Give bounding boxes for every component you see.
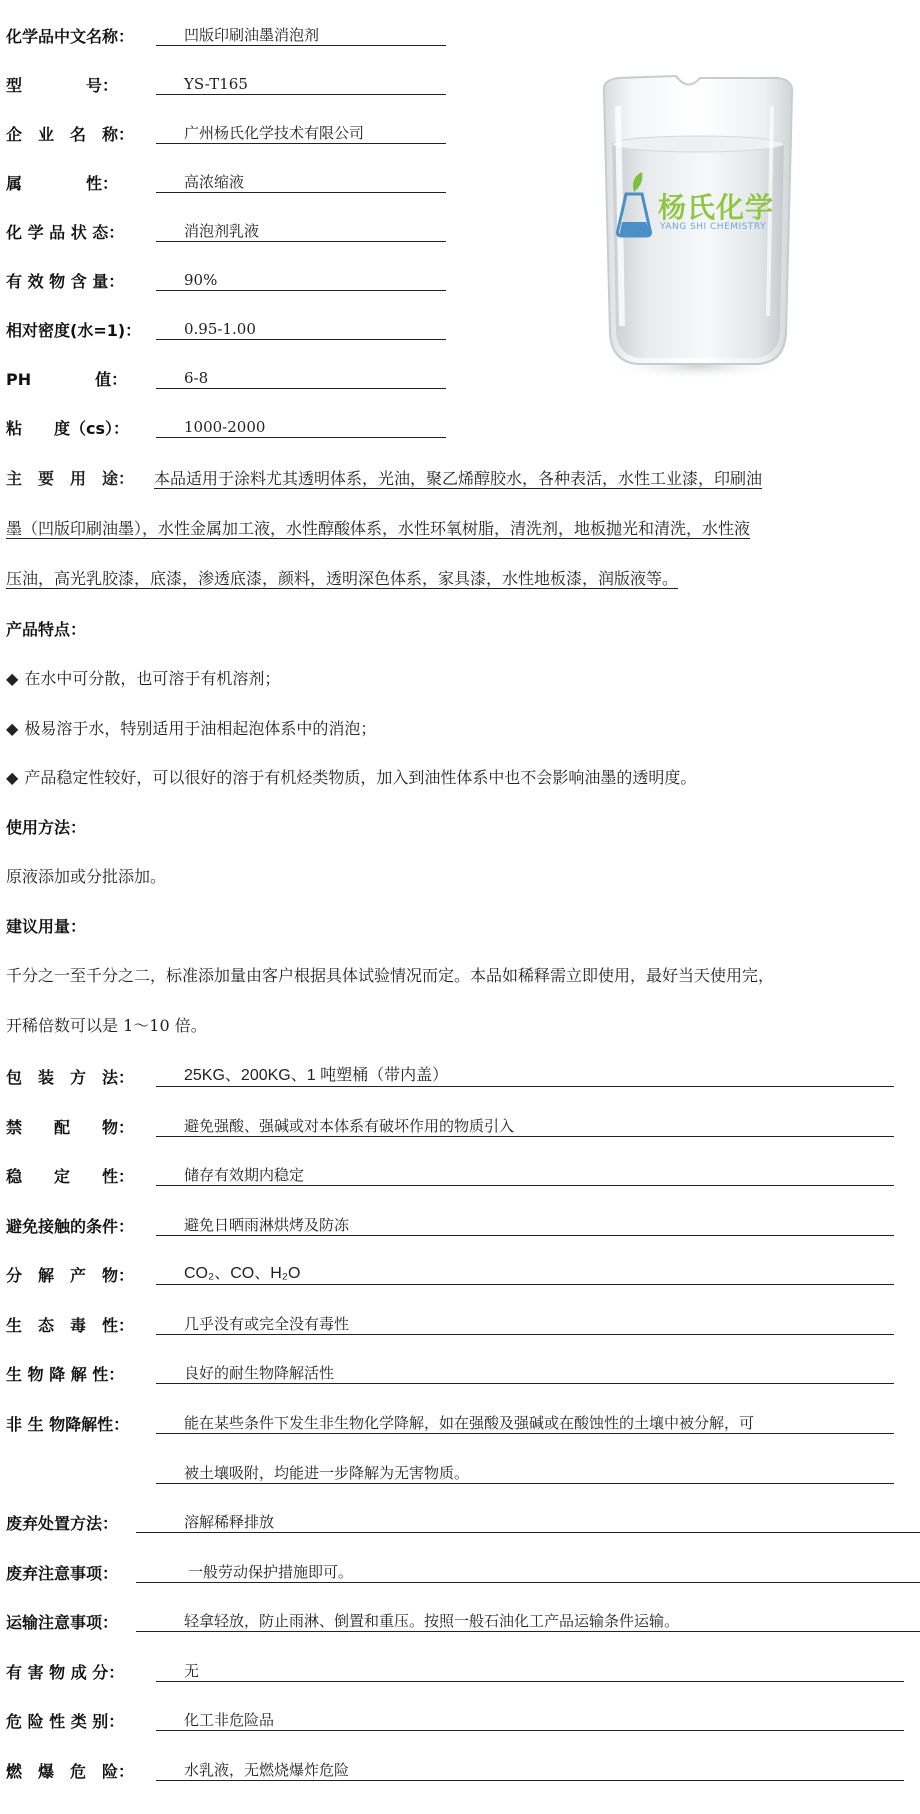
spec-value: 广州杨氏化学技术有限公司 — [156, 123, 446, 144]
spec-value: 一般劳动保护措施即可。 — [136, 1562, 920, 1583]
spec-label: 稳 定 性： — [6, 1166, 135, 1186]
usage-line-3: 压油，高光乳胶漆，底漆，渗透底漆，颜料，透明深色体系，家具漆，水性地板漆，润版液等。 — [6, 569, 679, 588]
spec-value: 水乳液，无燃烧爆炸危险 — [156, 1760, 904, 1781]
spec-row-company — [6, 118, 446, 148]
method-heading: 使用方法： — [6, 818, 87, 837]
spec-label: 废弃注意事项： — [6, 1563, 119, 1583]
spec-value: 避免强酸、强碱或对本体系有破坏作用的物质引入 — [156, 1116, 894, 1137]
spec-row-avoid — [6, 1210, 894, 1240]
spec-row-state — [6, 216, 446, 246]
spec-row-abiotic-cont — [6, 1458, 894, 1488]
usage-paragraph — [6, 454, 906, 604]
spec-value: 高浓缩液 — [156, 172, 446, 193]
spec-value: 90% — [156, 270, 446, 291]
dosage-line-1: 千分之一至千分之二，标准添加量由客户根据具体试验情况而定。本品如稀释需立即使用，最好当天使用完， — [6, 966, 775, 985]
spec-label: 分 解 产 物： — [6, 1265, 135, 1285]
spec-value: 25KG、200KG、1 吨塑桶（带内盖） — [156, 1066, 894, 1087]
spec-label: 危 险 性 类 别： — [6, 1711, 125, 1731]
spec-value: 溶解稀释排放 — [136, 1512, 920, 1533]
spec-label: 生 态 毒 性： — [6, 1315, 135, 1335]
spec-value: YS-T165 — [156, 74, 446, 95]
product-beaker-image — [588, 66, 808, 396]
spec-row-decomposition — [6, 1259, 894, 1289]
usage-line-1: 本品适用于涂料尤其透明体系，光油，聚乙烯醇胶水，各种表活，水性工业漆，印刷油 — [154, 469, 763, 488]
spec-row-content — [6, 265, 446, 295]
spec-label: PH 值： — [6, 369, 128, 389]
spec-label: 避免接触的条件： — [6, 1216, 135, 1236]
spec-label: 生 物 降 解 性： — [6, 1364, 125, 1384]
spec-label: 相对密度(水=1)： — [6, 320, 142, 340]
spec-row-model — [6, 69, 446, 99]
spec-value: 1000-2000 — [156, 417, 446, 438]
spec-row-transport — [6, 1606, 920, 1636]
dosage-heading: 建议用量： — [6, 917, 87, 936]
spec-value: 良好的耐生物降解活性 — [156, 1363, 894, 1384]
spec-label: 属 性： — [6, 173, 119, 193]
spec-value: 被土壤吸附，均能进一步降解为无害物质。 — [156, 1463, 894, 1484]
features-heading: 产品特点： — [6, 620, 87, 639]
spec-row-stability — [6, 1160, 894, 1190]
spec-label: 包 装 方 法： — [6, 1067, 135, 1087]
spec-label: 有 害 物 成 分： — [6, 1662, 125, 1682]
spec-value: 无 — [156, 1661, 904, 1682]
spec-label: 废弃处置方法： — [6, 1513, 119, 1533]
spec-value: CO₂、CO、H₂O — [156, 1264, 894, 1285]
spec-row-packaging — [6, 1061, 894, 1091]
brand-name-en: YANG SHI CHEMISTRY — [660, 222, 767, 232]
spec-row-incompatible — [6, 1111, 894, 1141]
feature-item: ◆ 在水中可分散，也可溶于有机溶剂； — [6, 669, 281, 688]
method-text: 原液添加或分批添加。 — [6, 867, 167, 886]
spec-label: 型 号： — [6, 75, 119, 95]
spec-value: 6-8 — [156, 368, 446, 389]
diamond-bullet-icon: ◆ — [6, 669, 19, 688]
spec-label: 运输注意事项： — [6, 1612, 119, 1632]
spec-value: 避免日晒雨淋烘烤及防冻 — [156, 1215, 894, 1236]
spec-row-ecotoxicity — [6, 1309, 894, 1339]
spec-value: 化工非危险品 — [156, 1710, 904, 1731]
feature-item: ◆ 极易溶于水，特别适用于油相起泡体系中的消泡； — [6, 719, 377, 738]
spec-label: 粘 度（cs）： — [6, 418, 130, 438]
diamond-bullet-icon: ◆ — [6, 768, 19, 787]
spec-label: 企 业 名 称： — [6, 124, 135, 144]
dosage-line-2: 开稀倍数可以是 1～10 倍。 — [6, 1016, 207, 1035]
feature-item: ◆ 产品稳定性较好，可以很好的溶于有机烃类物质，加入到油性体系中也不会影响油墨的透明度。 — [6, 768, 697, 787]
usage-line-2: 墨（凹版印刷油墨），水性金属加工液，水性醇酸体系，水性环氧树脂，清洗剂，地板抛光和清洗，水性液 — [6, 519, 751, 538]
spec-row-viscosity — [6, 412, 446, 442]
spec-label: 有 效 物 含 量： — [6, 271, 125, 291]
spec-value: 轻拿轻放，防止雨淋、倒置和重压。按照一般石油化工产品运输条件运输。 — [136, 1611, 920, 1632]
spec-row-explosion — [6, 1755, 904, 1785]
spec-row-name — [6, 20, 446, 50]
spec-row-hazard-class — [6, 1705, 904, 1735]
spec-label: 化 学 品 状 态： — [6, 222, 125, 242]
spec-value: 几乎没有或完全没有毒性 — [156, 1314, 894, 1335]
spec-row-disposal — [6, 1507, 920, 1537]
spec-value: 0.95-1.00 — [156, 319, 446, 340]
spec-row-abiotic — [6, 1408, 894, 1438]
diamond-bullet-icon: ◆ — [6, 719, 19, 738]
spec-value: 凹版印刷油墨消泡剂 — [156, 25, 446, 46]
spec-value: 消泡剂乳液 — [156, 221, 446, 242]
spec-label: 燃 爆 危 险： — [6, 1761, 135, 1781]
spec-row-disposal-notes — [6, 1557, 920, 1587]
spec-label: 化学品中文名称： — [6, 26, 135, 46]
spec-row-ph — [6, 363, 446, 393]
spec-value: 储存有效期内稳定 — [156, 1165, 894, 1186]
brand-name-cn: 杨氏化学 — [658, 191, 775, 224]
spec-row-hazardous — [6, 1656, 904, 1686]
spec-value: 能在某些条件下发生非生物化学降解，如在强酸及强碱或在酸蚀性的土壤中被分解，可 — [156, 1413, 894, 1434]
spec-row-property — [6, 167, 446, 197]
spec-row-biodegradability — [6, 1358, 894, 1388]
spec-row-density — [6, 314, 446, 344]
spec-label: 非 生 物降解性： — [6, 1414, 130, 1434]
spec-label: 禁 配 物： — [6, 1117, 135, 1137]
usage-label: 主 要 用 途： — [6, 469, 135, 488]
